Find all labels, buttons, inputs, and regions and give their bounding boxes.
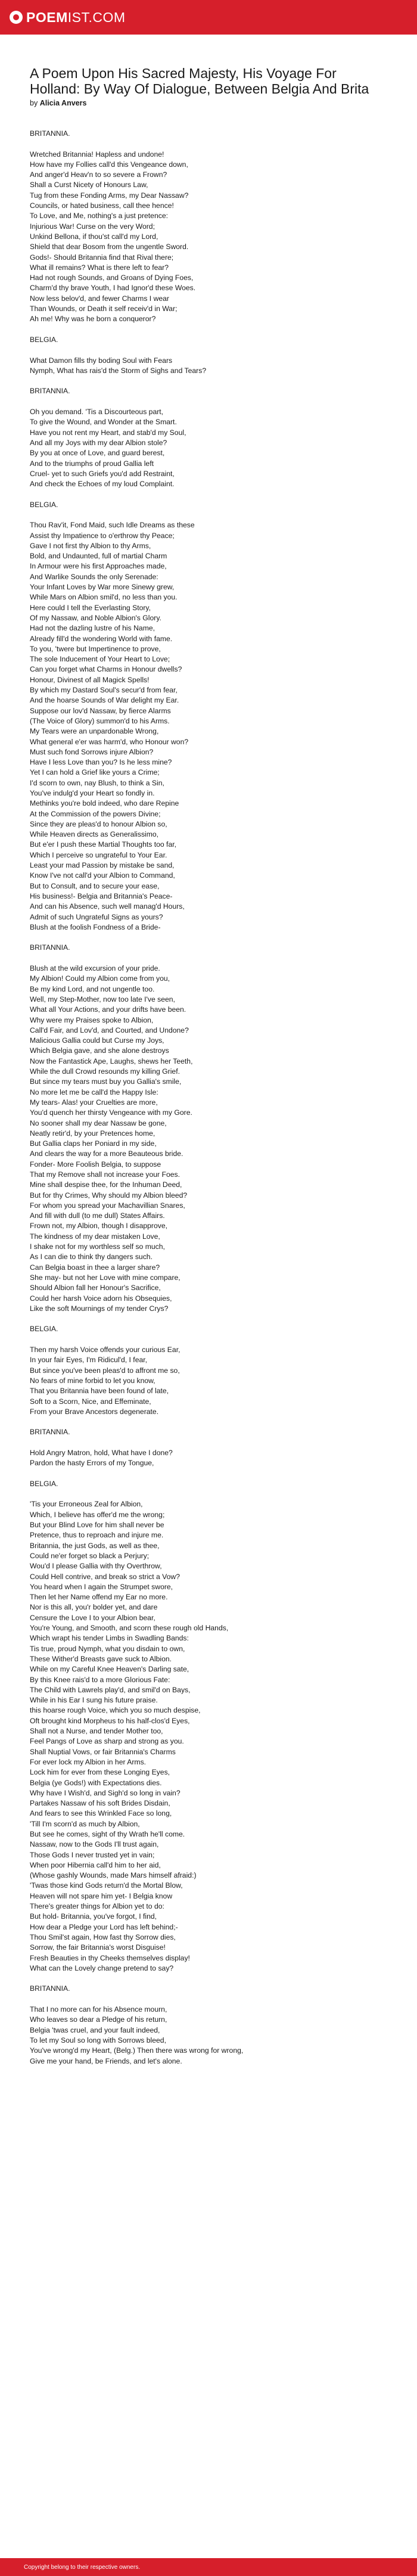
poem-line: Had not the dazling lustre of his Name, xyxy=(30,624,155,633)
poem-line: BRITANNIA. xyxy=(30,943,70,952)
stanza xyxy=(30,1984,387,1994)
poem-line: At the Commission of the powers Divine; xyxy=(30,809,161,818)
stanza xyxy=(30,500,387,510)
poem-line: And clears the way for a more Beauteous bride. xyxy=(30,1149,183,1158)
poem-line: Cruel- yet to such Griefs you'd add Restraint, xyxy=(30,469,175,478)
site-logo[interactable] xyxy=(10,10,126,26)
poem-line: Shall not a Nurse, and tender Mother too, xyxy=(30,1727,163,1736)
poem-line: And anger'd Heav'n to so severe a Frown? xyxy=(30,170,167,179)
poem-line: But your Blind Love for him shall never be xyxy=(30,1521,164,1530)
poem-line: In Armour were his first Approaches made, xyxy=(30,562,167,571)
by-label: by xyxy=(30,99,38,107)
poem-line: Sorrow, the fair Britannia's worst Disguise! xyxy=(30,1943,166,1952)
poem-line: My Tears were an unpardonable Wrong, xyxy=(30,727,159,736)
poem-line: Nassaw, now to the Gods I'll trust again, xyxy=(30,1840,159,1849)
stanza xyxy=(30,150,387,325)
poem-line: BRITANNIA. xyxy=(30,387,70,396)
poem-line: 'Twas those kind Gods return'd the Mortal Blow, xyxy=(30,1881,183,1890)
poem-line: You'd quench her thirsty Vengeance with my Gore. xyxy=(30,1108,192,1117)
stanza xyxy=(30,335,387,345)
stanza xyxy=(30,1427,387,1437)
poem-line: Mine shall despise thee, for the Inhuman Deed, xyxy=(30,1180,182,1189)
poem-line: Blush at the wild excursion of your pride. xyxy=(30,964,160,973)
poem-line: Which, I believe has offer'd me the wrong; xyxy=(30,1510,165,1519)
poem-line: You heard when I again the Strumpet swore, xyxy=(30,1582,173,1591)
poem-line: While Heaven directs as Generalissimo, xyxy=(30,830,159,839)
poem-line: What ill remains? What is there left to fear? xyxy=(30,263,169,272)
poem-line: No sooner shall my dear Nassaw be gone, xyxy=(30,1118,167,1127)
logo-text: POEMIST.COM xyxy=(26,9,126,25)
poem-line: How dear a Pledge your Lord has left behind;- xyxy=(30,1922,178,1931)
poem-line: That my Remove shall not increase your Foes. xyxy=(30,1170,180,1179)
poem-line: Why have I Wish'd, and Sigh'd so long in vain? xyxy=(30,1788,181,1797)
poem-line: Here could I tell the Everlasting Story, xyxy=(30,603,151,612)
poem-line: Malicious Gallia could but Curse my Joys, xyxy=(30,1036,164,1045)
poem-line: BELGIA. xyxy=(30,1325,58,1334)
poem-line: Frown not, my Albion, though I disapprove, xyxy=(30,1222,168,1230)
poem-line: Can Belgia boast in thee a larger share? xyxy=(30,1263,160,1272)
poem-line: You're Young, and Smooth, and scorn these rough old Hands, xyxy=(30,1624,229,1633)
logo-icon xyxy=(10,11,23,24)
author-link[interactable]: Alicia Anvers xyxy=(39,99,87,107)
poem-line: Have I less Love than you? Is he less mine? xyxy=(30,758,172,767)
stanza xyxy=(30,1324,387,1334)
poem-line: What all Your Actions, and your drifts have been. xyxy=(30,1005,186,1014)
stanza xyxy=(30,2005,387,2067)
poem-line: You've wrong'd my Heart, (Belg.) Then there was wrong for wrong, xyxy=(30,2046,244,2055)
poem-line: As I can die to think thy dangers such. xyxy=(30,1253,153,1261)
byline xyxy=(30,99,387,107)
poem-line: Shall a Curst Nicety of Honours Law, xyxy=(30,181,148,189)
poem-line: Neatly retir'd, by your Pretences home, xyxy=(30,1129,155,1138)
poem-line: I'd scorn to own, nay Blush, to think a Sin, xyxy=(30,778,164,787)
poem-line: Have you not rent my Heart, and stab'd my Soul, xyxy=(30,428,186,437)
poem-line: I shake not for my worthless self so much, xyxy=(30,1242,165,1251)
poem-line: Pretence, thus to reproach and injure me. xyxy=(30,1531,164,1540)
poem-line: But hold- Britannia, you've forgot, I find, xyxy=(30,1912,157,1921)
poem-line: Yet I can hold a Grief like yours a Crime; xyxy=(30,768,160,777)
poem-line: BELGIA. xyxy=(30,500,58,509)
poem-line: That you Britannia have been found of late, xyxy=(30,1387,169,1396)
poem-line: Then my harsh Voice offends your curious Ear, xyxy=(30,1346,181,1354)
poem-line: Unkind Bellona, if thou'st call'd my Lord, xyxy=(30,232,158,241)
poem-line: Why were my Praises spoke to Albion, xyxy=(30,1015,154,1024)
poem-line: For ever lock my Albion in her Arms. xyxy=(30,1757,147,1766)
poem-line: There's greater things for Albion yet to do: xyxy=(30,1902,164,1911)
poem-line: But e'er I push these Martial Thoughts too far, xyxy=(30,840,176,849)
poem-content xyxy=(0,35,417,2067)
poem-line: Lock him for ever from these Longing Eyes, xyxy=(30,1768,170,1777)
poem-line: But for thy Crimes, Why should my Albion bleed? xyxy=(30,1191,188,1200)
poem-line: Feel Pangs of Love as sharp and strong as you. xyxy=(30,1737,184,1746)
stanza xyxy=(30,1448,387,1469)
poem-line: While in his Ear I sung his future praise. xyxy=(30,1696,158,1705)
poem-line: Nymph, What has rais'd the Storm of Sighs and Tears? xyxy=(30,366,207,375)
poem-line: From your Brave Ancestors degenerate. xyxy=(30,1407,159,1416)
poem-line: Censure the Love I to your Albion bear, xyxy=(30,1613,155,1622)
poem-line: By which my Dastard Soul's secur'd from fear, xyxy=(30,686,178,695)
poem-line: To you, 'twere but Impertinence to prove, xyxy=(30,644,161,653)
poem-line: Know I've not call'd your Albion to Command, xyxy=(30,871,175,880)
poem-line: Could ne'er forget so black a Perjury; xyxy=(30,1551,150,1560)
poem-line: Should Albion fall her Honour's Sacrifice, xyxy=(30,1284,161,1292)
poem-line: And can his Absence, such well manag'd Hours, xyxy=(30,902,185,911)
copyright-text: Copyright belong to their respective owners. xyxy=(24,2563,141,2571)
poem-line: While on my Careful Knee Heaven's Darling sate, xyxy=(30,1665,189,1674)
poem-line: In your fair Eyes, I'm Ridicul'd, I fear, xyxy=(30,1356,148,1365)
poem-line: Bold, and Undaunted, full of martial Charm xyxy=(30,552,167,561)
poem-line: Gods!- Should Britannia find that Rival there; xyxy=(30,253,174,262)
stanza xyxy=(30,1499,387,1974)
poem-line: But to Consult, and to secure your ease, xyxy=(30,881,160,890)
poem-line: What Damon fills thy boding Soul with Fears xyxy=(30,356,173,365)
stanza xyxy=(30,1479,387,1489)
poem-line: No fears of mine forbid to let you know, xyxy=(30,1376,155,1385)
poem-line: 'Tis your Erroneous Zeal for Albion, xyxy=(30,1500,143,1509)
poem-line: Fonder- More Foolish Belgia, to suppose xyxy=(30,1160,161,1169)
poem-line: Be my kind Lord, and not ungentle too. xyxy=(30,984,155,993)
poem-line: Gave I not first thy Albion to thy Arms, xyxy=(30,541,151,550)
poem-line: Which Belgia gave, and she alone destroys xyxy=(30,1046,169,1055)
stanza xyxy=(30,520,387,933)
poem-line: Your Infant Loves by War more Sinewy grew, xyxy=(30,583,175,592)
poem-line: The kindness of my dear mistaken Love, xyxy=(30,1232,160,1241)
poem-line: 'Till I'm scorn'd as much by Albion, xyxy=(30,1819,140,1828)
poem-line: Which wrapt his tender Limbs in Swadling Bands: xyxy=(30,1634,189,1643)
poem-line: By this Knee rais'd to a more Glorious Fate: xyxy=(30,1675,170,1684)
poem-line: My Albion! Could my Albion come from you, xyxy=(30,974,170,983)
poem-line: Belgia (ye Gods!) with Expectations dies. xyxy=(30,1778,162,1787)
poem-line: Then let her Name offend my Ear no more. xyxy=(30,1593,168,1602)
poem-line: To let my Soul so long with Sorrows bleed, xyxy=(30,2036,166,2044)
poem-line: Thou Smil'st again, How fast thy Sorrow dies, xyxy=(30,1932,176,1941)
poem-line: Tug from these Fonding Arms, my Dear Nassaw? xyxy=(30,191,189,200)
poem-line: Hold Angry Matron, hold, What have I done? xyxy=(30,1449,173,1457)
poem-line: Charm'd thy brave Youth, I had Ignor'd these Woes. xyxy=(30,284,196,293)
poem-line: She may- but not her Love with mine compare, xyxy=(30,1273,181,1282)
poem-line: Give me your hand, be Friends, and let's alone. xyxy=(30,2056,182,2065)
stanza xyxy=(30,943,387,953)
poem-line: Partakes Nassaw of his soft Brides Disdain, xyxy=(30,1799,170,1808)
poem-line: Since they are pleas'd to honour Albion so, xyxy=(30,819,167,828)
poem-line: To Love, and Me, nothing's a just pretence: xyxy=(30,212,169,220)
poem-line: BRITANNIA. xyxy=(30,129,70,138)
poem-line: Must such fond Sorrows injure Albion? xyxy=(30,747,154,756)
poem-line: Methinks you're bold indeed, who dare Repine xyxy=(30,799,179,808)
poem-line: But Gallia claps her Poniard in my side, xyxy=(30,1139,157,1148)
poem-line: (The Voice of Glory) summon'd to his Arms. xyxy=(30,716,170,725)
poem-line: Admit of such Ungrateful Signs as yours? xyxy=(30,912,163,921)
poem-line: Pardon the hasty Errors of my Tongue, xyxy=(30,1459,154,1468)
poem-line: And to the triumphs of proud Gallia left xyxy=(30,459,154,468)
poem-line: Nor is this all, you'r bolder yet, and dare xyxy=(30,1603,158,1612)
poem-line: Assist thy Impatience to o'erthrow thy Peace; xyxy=(30,531,175,540)
poem-line: BELGIA. xyxy=(30,1479,58,1488)
poem-line: But since my tears must buy you Gallia's smile, xyxy=(30,1077,182,1086)
poem-line: Could Hell contrive, and break so strict a Vow? xyxy=(30,1572,180,1581)
poem-line: His business!- Belgia and Britannia's Peace- xyxy=(30,891,173,900)
poem-line: this hoarse rough Voice, which you so much despise, xyxy=(30,1706,201,1715)
poem-line: How have my Follies call'd this Vengeance down, xyxy=(30,160,188,169)
stanza xyxy=(30,386,387,396)
poem-line: Fresh Beauties in thy Cheeks themselves display! xyxy=(30,1953,190,1962)
poem-line: And Warlike Sounds the only Serenade: xyxy=(30,572,158,581)
poem-line: Thou Rav'it, Fond Maid, such Idle Dreams as these xyxy=(30,521,195,530)
poem-line: Blush at the foolish Fondness of a Bride- xyxy=(30,922,161,931)
site-header xyxy=(0,0,417,35)
poem-body xyxy=(30,129,387,2067)
poem-line: While the dull Crowd resounds my killing Grief. xyxy=(30,1067,180,1076)
poem-line: But see he comes, sight of thy Wrath he'll come. xyxy=(30,1829,185,1838)
stanza xyxy=(30,1345,387,1417)
poem-line: Injurious War! Curse on the very Word; xyxy=(30,222,155,231)
poem-line: Those Gods I never trusted yet in vain; xyxy=(30,1850,155,1859)
poem-line: The Child with Lawrels play'd, and smil'd on Bays, xyxy=(30,1685,191,1694)
poem-line: BRITANNIA. xyxy=(30,1428,70,1437)
poem-line: And fill with dull (to me dull) States Affairs. xyxy=(30,1211,165,1220)
poem-line: (Whose gashly Wounds, made Mars himself afraid:) xyxy=(30,1871,197,1880)
poem-line: Belgia 'twas cruel, and your fault indeed, xyxy=(30,2025,160,2034)
poem-line: Already fill'd the wondering World with fame. xyxy=(30,634,173,643)
poem-line: And the hoarse Sounds of War delight my Ear. xyxy=(30,696,179,705)
poem-line: Councils, or hated business, call thee hence! xyxy=(30,201,174,210)
poem-line: To give the Wound, and Wonder at the Smart. xyxy=(30,418,177,427)
poem-line: My tears- Alas! your Cruelties are more, xyxy=(30,1098,158,1107)
poem-line: Which I perceive so ungrateful to Your Ear. xyxy=(30,850,167,859)
poem-line: Had not rough Sounds, and Groans of Dying Foes, xyxy=(30,274,194,282)
poem-line: While Mars on Albion smil'd, no less than you. xyxy=(30,593,178,602)
poem-line: Like the soft Mournings of my tender Crys? xyxy=(30,1304,169,1313)
poem-line: Who leaves so dear a Pledge of his return, xyxy=(30,2015,167,2024)
stanza xyxy=(30,964,387,1314)
stanza xyxy=(30,356,387,377)
poem-line: Tis true, proud Nymph, what you disdain to own, xyxy=(30,1644,185,1653)
stanza xyxy=(30,129,387,139)
poem-line: And check the Echoes of my loud Complaint. xyxy=(30,480,175,489)
poem-line: But since you've been pleas'd to affront me so, xyxy=(30,1366,180,1375)
poem-line: Ah me! Why was he born a conqueror? xyxy=(30,315,156,324)
poem-line: Honour, Divinest of all Magick Spells! xyxy=(30,675,150,684)
poem-line: And all my Joys with my dear Albion stole? xyxy=(30,438,167,447)
poem-line: Can you forget what Charms in Honour dwells? xyxy=(30,665,182,674)
poem-line: Call'd Fair, and Lov'd, and Courted, and Undone? xyxy=(30,1026,189,1034)
poem-line: Suppose our lov'd Nassaw, by fierce Alarms xyxy=(30,706,171,715)
poem-title: A Poem Upon His Sacred Majesty, His Voyage For Holland: By Way Of Dialogue, Between Belgia And Brita xyxy=(30,66,369,97)
poem-line: Now less belov'd, and fewer Charms I wear xyxy=(30,294,169,303)
poem-line: Least your mad Passion by mistake be sand, xyxy=(30,861,175,870)
poem-line: Shield that dear Bosom from the ungentle Sword. xyxy=(30,243,189,251)
poem-line: Oh you demand. 'Tis a Discourteous part, xyxy=(30,408,164,417)
poem-line: BELGIA. xyxy=(30,335,58,344)
poem-line: By you at once of Love, and guard berest, xyxy=(30,449,165,458)
poem-line: What general e'er was harm'd, who Honour won? xyxy=(30,737,189,746)
poem-line: Wou'd I please Gallia with thy Overthrow, xyxy=(30,1562,162,1571)
stanza xyxy=(30,407,387,489)
poem-line: Shall Nuptial Vows, or fair Britannia's Charms xyxy=(30,1747,176,1756)
poem-line: Oft brought kind Morpheus to his half-clos'd Eyes, xyxy=(30,1716,190,1725)
poem-line: BRITANNIA. xyxy=(30,1984,70,1993)
poem-line: You've indulg'd your Heart so fondly in. xyxy=(30,789,155,797)
poem-line: For whom you spread your Machavillian Snares, xyxy=(30,1201,185,1210)
poem-line: And fears to see this Wrinkled Face so long, xyxy=(30,1809,172,1818)
site-footer xyxy=(0,2558,417,2576)
poem-line: Heaven will not spare him yet- I Belgia know xyxy=(30,1891,173,1900)
poem-line: Than Wounds, or Death it self receiv'd in War; xyxy=(30,304,178,313)
poem-line: Britannia, the just Gods, as well as thee, xyxy=(30,1541,160,1550)
poem-line: Now the Fantastick Ape, Laughs, shews her Teeth, xyxy=(30,1056,193,1065)
poem-line: Soft to a Scorn, Nice, and Effeminate, xyxy=(30,1397,151,1406)
poem-line: That I no more can for his Absence mourn, xyxy=(30,2005,167,2014)
poem-line: What can the Lovely change pretend to say? xyxy=(30,1963,174,1972)
poem-line: The sole Inducement of Your Heart to Love; xyxy=(30,655,170,664)
poem-line: These Wither'd Breasts gave suck to Albion. xyxy=(30,1654,172,1663)
poem-line: Of my Nassaw, and Noble Albion's Glory. xyxy=(30,613,161,622)
poem-line: Well, my Step-Mother, now too late I've seen, xyxy=(30,995,175,1003)
poem-line: No more let me be call'd the Happy Isle: xyxy=(30,1087,158,1096)
poem-line: Wretched Britannia! Hapless and undone! xyxy=(30,150,164,159)
poem-line: Could her harsh Voice adorn his Obsequies, xyxy=(30,1294,172,1303)
poem-line: When poor Hibernia call'd him to her aid, xyxy=(30,1860,161,1869)
